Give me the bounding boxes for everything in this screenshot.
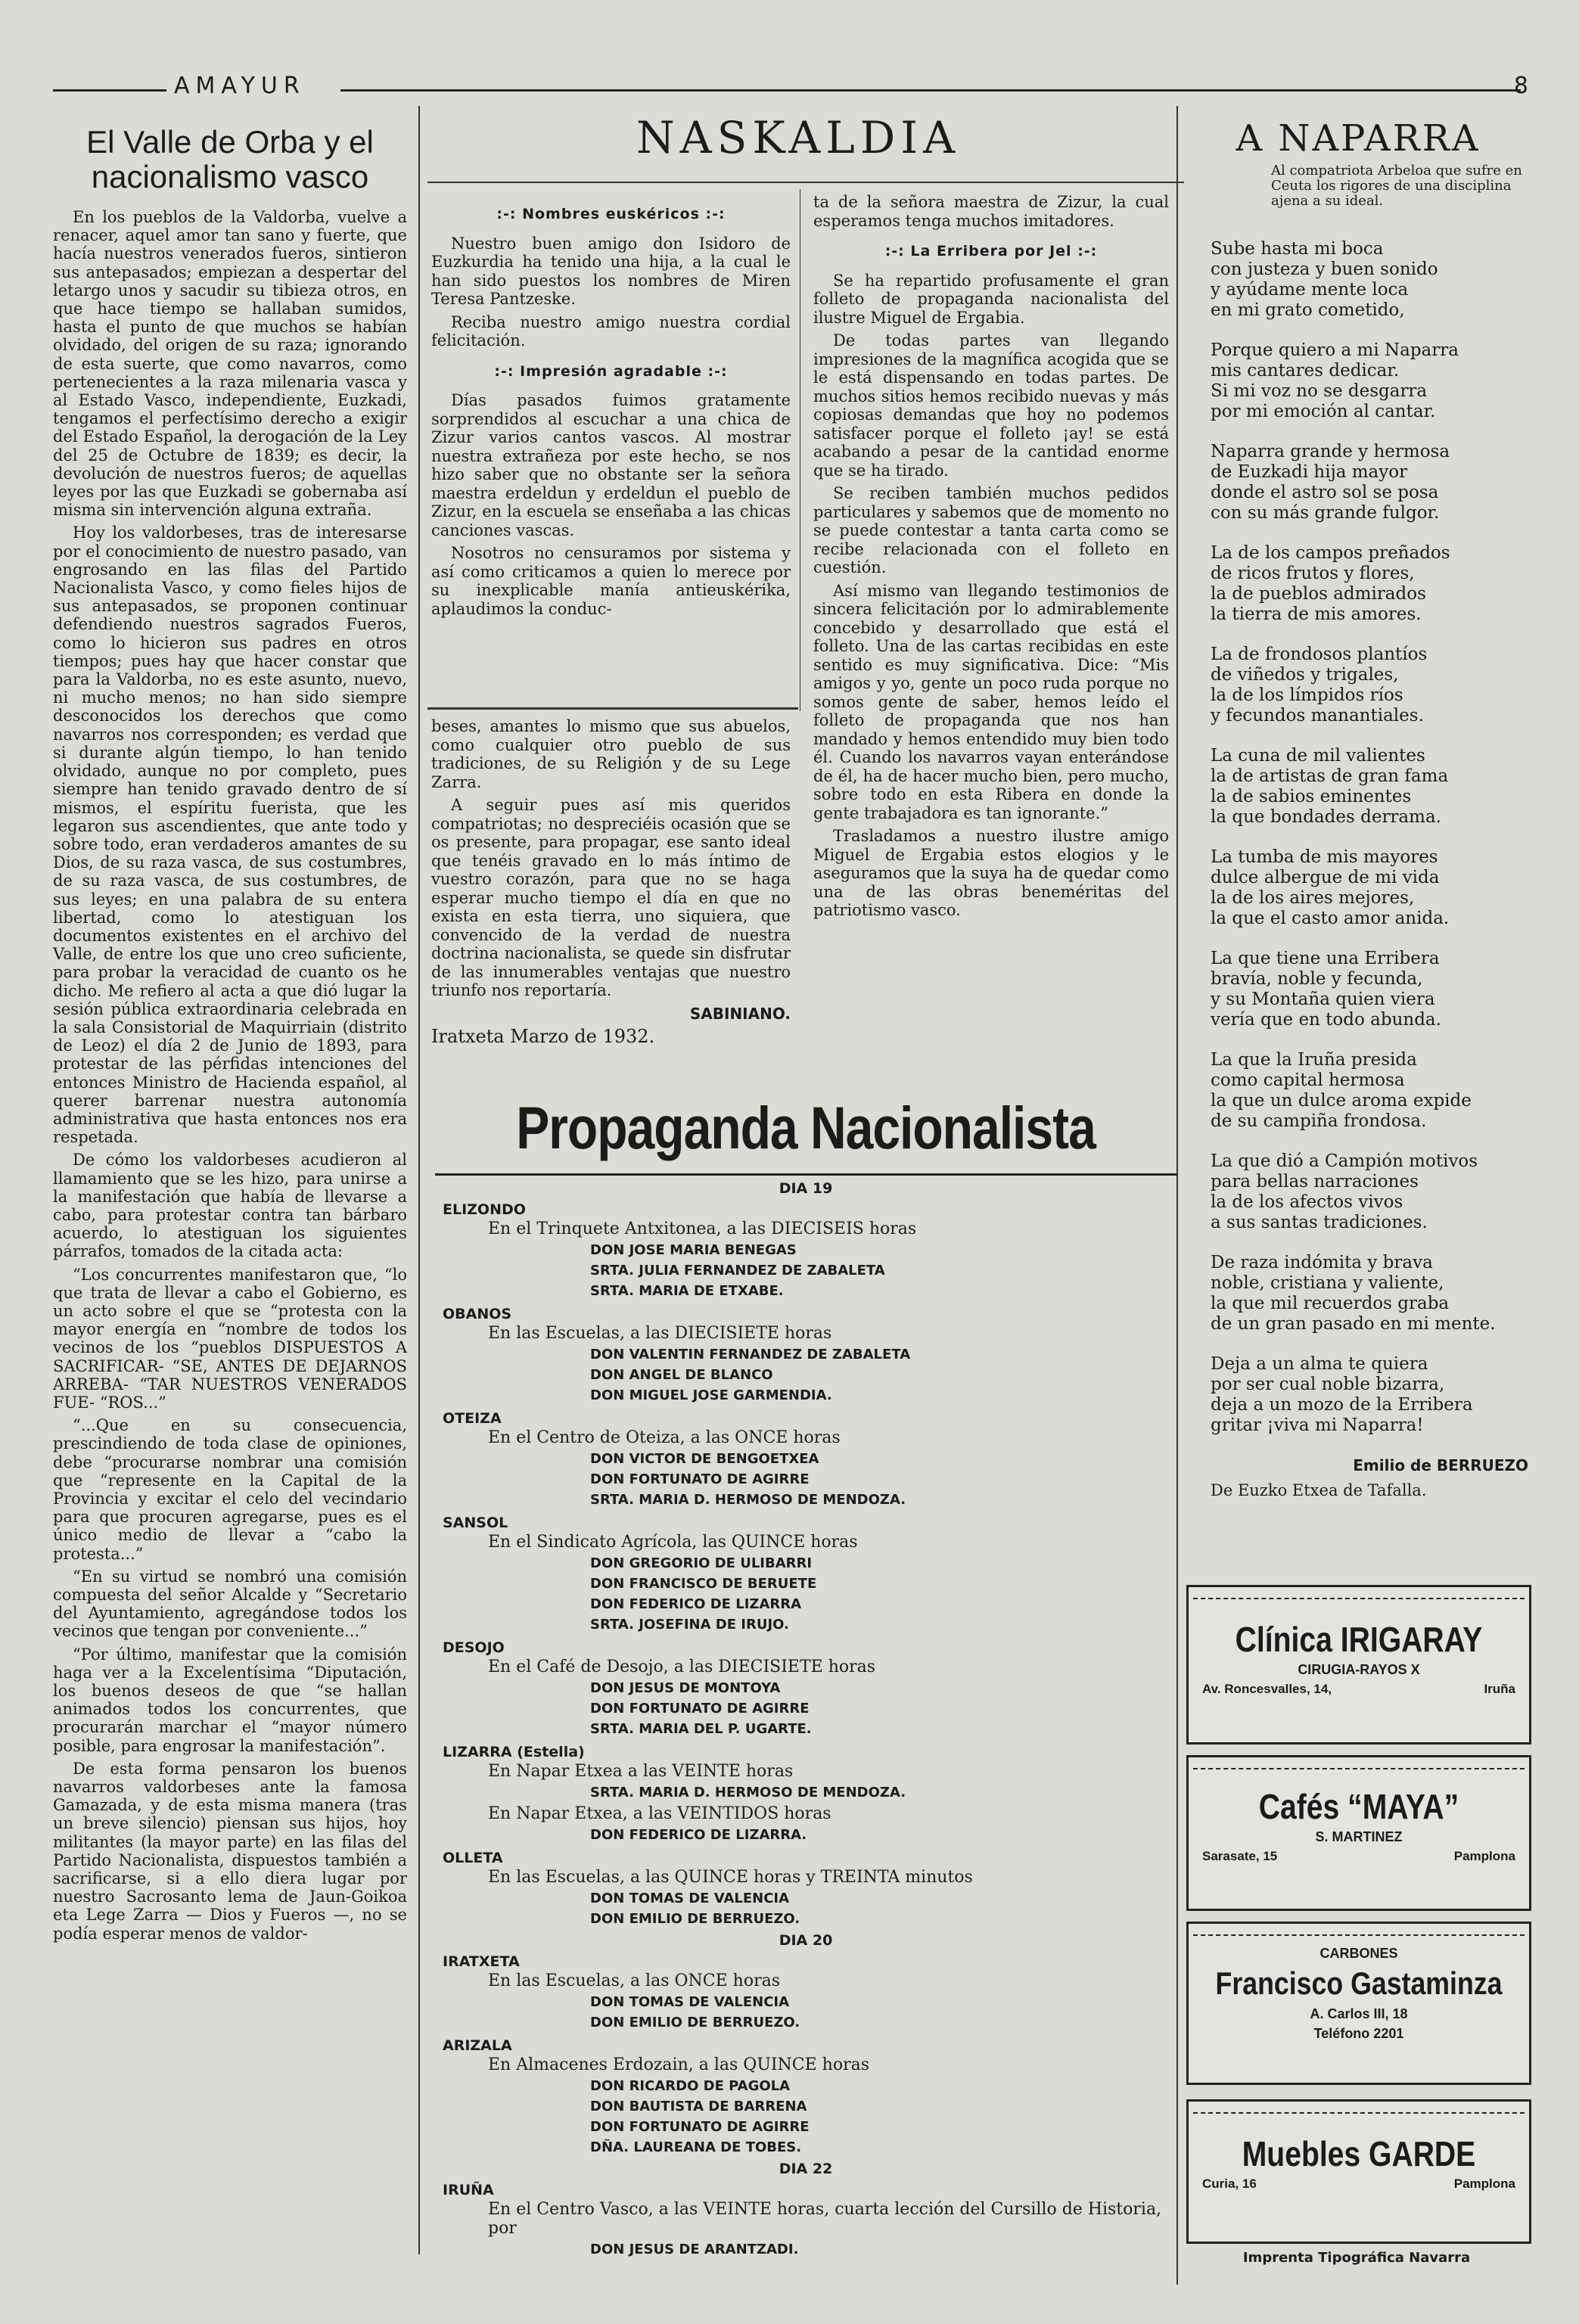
event-town: SANSOL: [443, 1515, 508, 1531]
ad-address: [1189, 1679, 1529, 1699]
event-speaker: DON RICARDO DE PAGOLA: [590, 2078, 791, 2094]
ad-address: [1189, 2174, 1529, 2194]
poem-line: noble, cristiana y valiente,: [1211, 1273, 1444, 1293]
event-speaker: DON ANGEL DE BLANCO: [590, 1367, 773, 1383]
poem-line: y fecundos manantiales.: [1211, 706, 1424, 725]
masthead: [53, 73, 1551, 103]
poem-line: de ricos frutos y flores,: [1211, 564, 1415, 583]
poem-line: la de artistas de gran fama: [1211, 766, 1449, 786]
ad-name: Clínica IRIGARAY: [1235, 1620, 1483, 1659]
event-town: ARIZALA: [443, 2037, 512, 2054]
event-speaker: DON FORTUNATO DE AGIRRE: [590, 1701, 810, 1717]
ad-category: CARBONES: [1319, 1946, 1398, 1961]
news-paragraph: Se ha repartido profusamente el gran folleto de propaganda nacionalista del ilustre Miguel de Ergabia.: [813, 271, 1169, 327]
poem-line: la de los afectos vivos: [1211, 1192, 1403, 1212]
poem-dedication: Al compatriota Arbeloa que sufre en Ceuta los rigores de una disciplina ajena a su ideal.: [1271, 163, 1522, 209]
event-speaker: DON TOMAS DE VALENCIA: [590, 1994, 790, 2010]
ad-address: [1189, 1847, 1529, 1866]
poem-line: La de los campos preñados: [1211, 543, 1450, 563]
event-venue: En el Café de Desojo, a las DIECISIETE horas: [488, 1658, 876, 1676]
poem-line: Naparra grande y hermosa: [1211, 442, 1450, 461]
article-orba-continued: [431, 717, 791, 1046]
column-divider: [418, 106, 420, 2254]
event-venue: En el Centro Vasco, a las VEINTE horas, cuarta lección del Cursillo de Historia, por: [488, 2200, 1162, 2238]
article-paragraph: beses, amantes lo mismo que sus abuelos, como cualquier otro pueblo de sus tradiciones, de su Religión y de su Lege Zarra.: [431, 717, 791, 791]
ad-line: S. MARTINEZ: [1315, 1829, 1403, 1844]
article-paragraph: En los pueblos de la Valdorba, vuelve a renacer, aquel amor tan sano y fuerte, que hacía nuestros venerados fueros, sintieron sus antepasados; empiezan a despertar del letargo unos y sacudir su tibieza otros, en que hace tiempo se hallaban sumidos, hasta el punto de que muchos se habían olvidado, del origen de su raza; ignorando de esta suerte, que como navarros, como pertenecientes a la raza milenaria vasca y al Estado Vasco, independiente, Euzkadi, tengamos el perfectísimo derecho a exigir del Estado Español, la derogación de la Ley del 25 de Octubre de 1839; es decir, la devolución de nuestros fueros; de aquellas leyes por las que Euzkadi se gobernaba así misma sin intervención alguna extraña.: [53, 208, 407, 520]
poem-line: y su Montaña quien viera: [1211, 990, 1435, 1009]
poem-line: Si mi voz no se desgarra: [1211, 381, 1428, 401]
ad-address-city: Iruña: [1484, 1682, 1515, 1696]
poem-line: por mi emoción al cantar.: [1211, 402, 1436, 421]
ad-line: A. Carlos III, 18: [1310, 2006, 1408, 2021]
poem-title: A NAPARRA: [1236, 117, 1481, 160]
article-paragraph: Hoy los valdorbeses, tras de interesarse por el conocimiento de nuestro pasado, van engrosando en las filas del Partido Nacionalista Vasco, y como fieles hijos de sus antepasados, se proponen continuar defendiendo nuestros sagrados Fueros, como lo hicieron sus padres en otros tiempos; pues hay que hacer constar que para la Valdorba, no es este asunto, nuevo, ni mucho menos; no han sido siempre desconocidos los derechos que como navarros nos corresponden; es verdad que si durante algún tiempo, lo han tenido olvidado, aunque no por completo, pues siempre han tenido gravado dentro de sí mismos, el espíritu fuerista, que les legaron sus ascendientes, que ante todo y sobre todo, eran verdaderos amantes de su Dios, de su raza vasca, de sus costumbres, de su raza vasca, de sus costumbres, de sus leyes; en una palabra de su entera libertad, como lo atestiguan los documentos existentes en el archivo del Valle, de entre los que uno creo suficiente, para probar la veracidad de cuanto os he dicho. Me refiero al acta a que dió lugar la sesión pública extraordinaria celebrada en la sala Consistorial de Maquirriain (distrito de Leoz) el día 2 de Junio de 1893, para protestar de las pérfidas intenciones del entonces Ministro de Hacienda español, al querer barrenar nuestra autonomía administrativa que hasta entonces nos era respetada.: [53, 524, 407, 1147]
propaganda-rule: [435, 1173, 1176, 1176]
event-speaker: SRTA. MARIA DEL P. UGARTE.: [590, 1721, 812, 1737]
masthead-name: AMAYUR: [174, 73, 306, 99]
poem-line: la que mil recuerdos graba: [1211, 1294, 1450, 1313]
poem-line: con justeza y buen sonido: [1211, 259, 1438, 279]
poem-line: La de frondosos plantíos: [1211, 645, 1428, 664]
ad-phone: Teléfono 2201: [1313, 2026, 1404, 2041]
event-town: LIZARRA (Estella): [443, 1744, 585, 1760]
poem-line: Porque quiero a mi Naparra: [1211, 340, 1459, 360]
naskaldia-rule: [427, 182, 1184, 183]
event-speaker: DON EMILIO DE BERRUEZO.: [590, 1911, 800, 1927]
news-paragraph: Días pasados fuimos gratamente sorprendidos al escuchar a una chica de Zizur varios cantos vascos. Al mostrar nuestra extrañeza por este hecho, se nos hizo saber que no obstante ser la señora maestra erdeldun y erdeldun el pueblo de Zizur, en la escuela se enseñaba a las chicas canciones vascas.: [431, 391, 791, 539]
subheading: :-: Impresión agradable :-:: [494, 362, 728, 380]
event-speaker: DON FEDERICO DE LIZARRA: [590, 1596, 802, 1612]
poem-stanza: [1211, 949, 1528, 1030]
event-town: OTEIZA: [443, 1410, 502, 1427]
poem-a-naparra: [1188, 117, 1528, 1501]
poem-line: La que tiene una Erribera: [1211, 949, 1440, 968]
event-speaker: DON VALENTIN FERNANDEZ DE ZABALETA: [590, 1347, 911, 1362]
news-paragraph: Reciba nuestro amigo nuestra cordial felicitación.: [431, 312, 791, 350]
naskaldia-col-2: [813, 193, 1169, 924]
news-paragraph: Nosotros no censuramos por sistema y así como criticamos a quien lo merece por su inexplicable manía antieuskérika, aplaudimos la conduc-: [431, 544, 791, 618]
article-paragraph: “En su virtud se nombró una comisión compuesta del señor Alcalde y “Secretario del Ayuntamiento, agregándose todos los vecinos que tengan por conveniente...”: [53, 1567, 407, 1641]
poem-stanza: [1211, 645, 1528, 726]
propaganda-schedule: [435, 1093, 1176, 2260]
day-heading: DIA 22: [779, 2161, 833, 2177]
event-speaker: SRTA. MARIA D. HERMOSO DE MENDOZA.: [590, 1785, 906, 1800]
poem-line: la que un dulce aroma expide: [1211, 1091, 1472, 1111]
poem-line: y ayúdame mente loca: [1211, 280, 1409, 300]
poem-line: en mi grato cometido,: [1211, 300, 1405, 320]
event-town: IRUÑA: [443, 2182, 494, 2198]
event-speaker: SRTA. JULIA FERNANDEZ DE ZABALETA: [590, 1263, 885, 1279]
event-venue: En el Centro de Oteiza, a las ONCE horas: [488, 1428, 841, 1447]
article-orba: [53, 125, 407, 1947]
poem-line: dulce albergue de mi vida: [1211, 868, 1440, 887]
event-speaker: DON FORTUNATO DE AGIRRE: [590, 2119, 810, 2135]
event-speaker: DON MIGUEL JOSE GARMENDIA.: [590, 1387, 832, 1403]
poem-line: como capital hermosa: [1211, 1070, 1405, 1090]
event-venue: En el Trinquete Antxitonea, a las DIECISEIS horas: [488, 1219, 917, 1238]
event-venue: En las Escuelas, a las QUINCE horas y TREINTA minutos: [488, 1868, 973, 1887]
poem-line: bravía, noble y fecunda,: [1211, 969, 1423, 989]
poem-line: De raza indómita y brava: [1211, 1253, 1433, 1272]
event-speaker: SRTA. MARIA DE ETXABE.: [590, 1283, 784, 1299]
event-venue: En las Escuelas, a las DIECISIETE horas: [488, 1324, 832, 1343]
poem-line: Deja a un alma te quiera: [1211, 1354, 1428, 1374]
ad-gastaminza: [1186, 1922, 1531, 2085]
poem-line: la tierra de mis amores.: [1211, 604, 1422, 624]
poem-line: La que dió a Campión motivos: [1211, 1151, 1478, 1171]
poem-line: La cuna de mil valientes: [1211, 746, 1425, 766]
ad-name: Cafés “MAYA”: [1258, 1787, 1459, 1826]
article-dateline: Iratxeta Marzo de 1932.: [431, 1026, 655, 1047]
event-town: OLLETA: [443, 1850, 503, 1866]
event-venue: En el Sindicato Agrícola, las QUINCE horas: [488, 1533, 858, 1552]
event-speaker: SRTA. MARIA D. HERMOSO DE MENDOZA.: [590, 1492, 906, 1508]
poem-stanza: [1211, 1151, 1528, 1233]
propaganda-title: Propaganda Nacionalista: [516, 1094, 1096, 1161]
ad-name: Francisco Gastaminza: [1215, 1965, 1503, 2001]
ad-address-city: Pamplona: [1453, 2176, 1515, 2191]
article-paragraph: “Los concurrentes manifestaron que, “lo que trata de llevar a cabo el Gobierno, es un acto sobre el que se “protesta con la mayor energía en “nombre de todos los vecinos de los “pueblos DISPUESTOS A SACRIFICAR- “SE, ANTES DE DEJARNOS ARREBA- “TAR NUESTROS VENERADOS FUE- “ROS...”: [53, 1265, 407, 1412]
poem-line: la de los límpidos ríos: [1211, 685, 1403, 705]
news-paragraph: Se reciben también muchos pedidos particulares y sabemos que de momento no se puede contestar a tanta carta como se recibe relacionada con el folleto en cuestión.: [813, 484, 1169, 576]
poem-stanza: [1211, 340, 1528, 422]
ad-border: [1193, 1590, 1525, 1599]
article-paragraph: De cómo los valdorbeses acudieron al llamamiento que se les hizo, para unirse a la manifestación que había de llevarse a cabo, para protestar contra tan bárbaro acuerdo, lo atestiguan los siguientes párrafos, tomados de la citada acta:: [53, 1151, 407, 1261]
ad-name: Muebles GARDE: [1242, 2134, 1476, 2173]
poem-author-origin: De Euzko Etxea de Tafalla.: [1211, 1481, 1427, 1499]
poem-line: para bellas narraciones: [1211, 1172, 1419, 1192]
poem-stanza: [1211, 746, 1528, 828]
naskaldia-title: NASKALDIA: [636, 112, 961, 163]
event-venue: En Napar Etxea a las VEINTE horas: [488, 1762, 794, 1781]
event-town: IRATXETA: [443, 1953, 520, 1970]
event-town: DESOJO: [443, 1639, 505, 1656]
ad-address-city: Pamplona: [1453, 1849, 1515, 1863]
news-paragraph: Nuestro buen amigo don Isidoro de Euzkurdia ha tenido una hija, a la cual le han sido puestos los nombres de Miren Teresa Pantzeske.: [431, 234, 791, 308]
article-paragraph: A seguir pues así mis queridos compatriotas; no despreciéis ocasión que se os presente, para propagar, ese santo ideal que tenéis gravado en lo más íntimo de vuestro corazón, para que no se haga esperar mucho tiempo el día en que no exista en esta tierra, uno siquiera, que convencido de la verdad de nuestra doctrina nacionalista, se quede sin disfrutar de las innumerables ventajas que nuestro triunfo nos reportaría.: [431, 796, 791, 999]
column-divider: [1176, 106, 1178, 2285]
ad-cafes-maya: [1186, 1755, 1531, 1911]
poem-line: gritar ¡viva mi Naparra!: [1211, 1415, 1424, 1435]
event-speaker: DON JESUS DE ARANTZADI.: [590, 2242, 799, 2257]
article-paragraph: “...Que en su consecuencia, prescindiendo de toda clase de opiniones, debe “procurarse nombrar una comisión que “represente en la Capital de la Provincia y excitar el celo del vecindario para que procuren agregarse, pues es el único medio de llevar a “cabo la protesta...”: [53, 1416, 407, 1563]
poem-line: por ser cual noble bizarra,: [1211, 1375, 1445, 1394]
poem-line: la que bondades derrama.: [1211, 807, 1441, 827]
event-speaker: DON FORTUNATO DE AGIRRE: [590, 1471, 810, 1487]
poem-line: la que el casto amor anida.: [1211, 909, 1450, 928]
event-venue: En Napar Etxea, a las VEINTIDOS horas: [488, 1804, 831, 1823]
page-number: 8: [1513, 73, 1528, 99]
poem-stanza: [1211, 239, 1528, 321]
event-speaker: DON BAUTISTA DE BARRENA: [590, 2099, 807, 2114]
ad-address-street: Curia, 16: [1202, 2176, 1257, 2191]
event-speaker: DON FEDERICO DE LIZARRA.: [590, 1827, 807, 1843]
poem-line: la de los aires mejores,: [1211, 888, 1415, 908]
ad-border: [1193, 2105, 1525, 2114]
poem-line: vería que en todo abunda.: [1211, 1010, 1441, 1030]
ad-muebles-garde: [1186, 2099, 1531, 2244]
masthead-rule-left: [53, 89, 166, 92]
propaganda-body: [435, 1180, 1176, 2260]
subheading: :-: Nombres euskéricos :-:: [496, 206, 726, 222]
poem-line: Sube hasta mi boca: [1211, 239, 1384, 259]
event-speaker: DON TOMAS DE VALENCIA: [590, 1891, 790, 1906]
poem-line: donde el astro sol se posa: [1211, 483, 1439, 502]
poem-line: a sus santas tradiciones.: [1211, 1213, 1428, 1232]
event-speaker: DON JESUS DE MONTOYA: [590, 1680, 781, 1696]
event-speaker: DON EMILIO DE BERRUEZO.: [590, 2015, 800, 2030]
news-paragraph: Así mismo van llegando testimonios de sincera felicitación por lo admirablemente concebido y desarrollado que está el folleto. Una de las cartas recibidas en este sentido es muy significativa. Dice: “Mis amigos y yo, gente un poco ruda porque no somos gente de saber, hemos leído el folleto de propaganda que nos han mandado y hemos entendido muy bien todo él. Cuando los navarros vayan enterándose de él, ha de hacer mucho bien, pero mucho, sobre todo en esta Ribera en donde la gente trabajadora es tan ignorante.”: [813, 581, 1169, 822]
event-venue: En las Escuelas, a las ONCE horas: [488, 1971, 780, 1990]
poem-stanza: [1211, 1050, 1528, 1132]
poem-line: La tumba de mis mayores: [1211, 847, 1438, 867]
event-town: ELIZONDO: [443, 1201, 526, 1218]
event-speaker: DON VICTOR DE BENGOETXEA: [590, 1451, 819, 1467]
poem-line: de un gran pasado en mi mente.: [1211, 1314, 1496, 1334]
poem-line: de Euzkadi hija mayor: [1211, 462, 1408, 482]
masthead-rule-right: [340, 89, 1521, 92]
poem-stanza: [1211, 543, 1528, 625]
ad-border: [1193, 1927, 1525, 1936]
poem-body: [1188, 239, 1528, 1436]
poem-line: la de pueblos admirados: [1211, 584, 1426, 604]
event-speaker: SRTA. JOSEFINA DE IRUJO.: [590, 1617, 789, 1633]
ad-line: CIRUGIA-RAYOS X: [1298, 1662, 1420, 1677]
event-speaker: DON GREGORIO DE ULIBARRI: [590, 1555, 813, 1571]
poem-line: de su campiña frondosa.: [1211, 1111, 1427, 1131]
subheading: :-: La Erribera por Jel :-:: [884, 243, 1098, 259]
event-venue: En Almacenes Erdozain, a las QUINCE horas: [488, 2055, 870, 2074]
event-speaker: DÑA. LAUREANA DE TOBES.: [590, 2139, 802, 2155]
event-speaker: DON FRANCISCO DE BERUETE: [590, 1576, 817, 1592]
poem-line: mis cantares dedicar.: [1211, 361, 1400, 381]
ad-address-street: Av. Roncesvalles, 14,: [1202, 1682, 1332, 1696]
poem-stanza: [1211, 1253, 1528, 1334]
poem-stanza: [1211, 1354, 1528, 1436]
article-paragraph: “Por último, manifestar que la comisión haga ver a la Excelentísima “Diputación, los buenos deseos de que “se hallan animados todos los concurrentes, que procurarán marchar el “mayor número posible, para engrosar la manifestación”.: [53, 1645, 407, 1755]
news-paragraph: Trasladamos a nuestro ilustre amigo Miguel de Ergabia estos elogios y le aseguramos que la suya ha de quedar como una de las obras beneméritas del patriotismo vasco.: [813, 827, 1169, 919]
day-heading: DIA 20: [779, 1932, 833, 1949]
ad-address-street: Sarasate, 15: [1202, 1849, 1278, 1863]
poem-stanza: [1211, 442, 1528, 524]
poem-line: deja a un mozo de la Erribera: [1211, 1395, 1473, 1415]
naskaldia-col-1: [431, 193, 791, 623]
article-paragraph: De esta forma pensaron los buenos navarros valdorbeses ante la famosa Gamazada, y de esta misma manera (tras un breve silencio) piensan sus hijos, hoy militantes (la mayor parte) en las filas del Partido Nacionalista, dispuestos también a sacrificarse, si a ello diera lugar por nuestro Sacrosanto lema de Jaun-Goikoa eta Lege Zarra — Dios y Fueros —, no se podía esperar menos de valdor-: [53, 1759, 407, 1943]
ad-border: [1193, 1760, 1525, 1769]
poem-line: La que la Iruña presida: [1211, 1050, 1417, 1070]
news-paragraph: De todas partes van llegando impresiones de la magnífica acogida que se le está dispensando en todas partes. De muchos sitios hemos recibido nuevas y más copiosas demandas que hoy no podemos satisfacer porque el folleto ¡ay! se está acabando a pesar de la cantidad enorme que se ha tirado.: [813, 331, 1169, 480]
poem-line: de viñedos y trigales,: [1211, 665, 1399, 685]
day-heading: DIA 19: [779, 1180, 833, 1197]
news-paragraph: ta de la señora maestra de Zizur, la cual esperamos tenga muchos imitadores.: [813, 193, 1169, 230]
poem-stanza: [1211, 847, 1528, 929]
event-town: OBANOS: [443, 1306, 512, 1322]
poem-author: Emilio de BERRUEZO: [1353, 1456, 1528, 1474]
ad-clinica-irigaray: [1186, 1585, 1531, 1745]
article-title: El Valle de Orba y el nacionalismo vasco: [86, 124, 374, 194]
article-signature: SABINIANO.: [689, 1004, 791, 1023]
section-rule: [427, 707, 798, 710]
poem-line: con su más grande fulgor.: [1211, 503, 1440, 523]
event-speaker: DON JOSE MARIA BENEGAS: [590, 1242, 797, 1258]
imprint: Imprenta Tipográfica Navarra: [1242, 2250, 1471, 2266]
poem-line: la de sabios eminentes: [1211, 787, 1412, 806]
